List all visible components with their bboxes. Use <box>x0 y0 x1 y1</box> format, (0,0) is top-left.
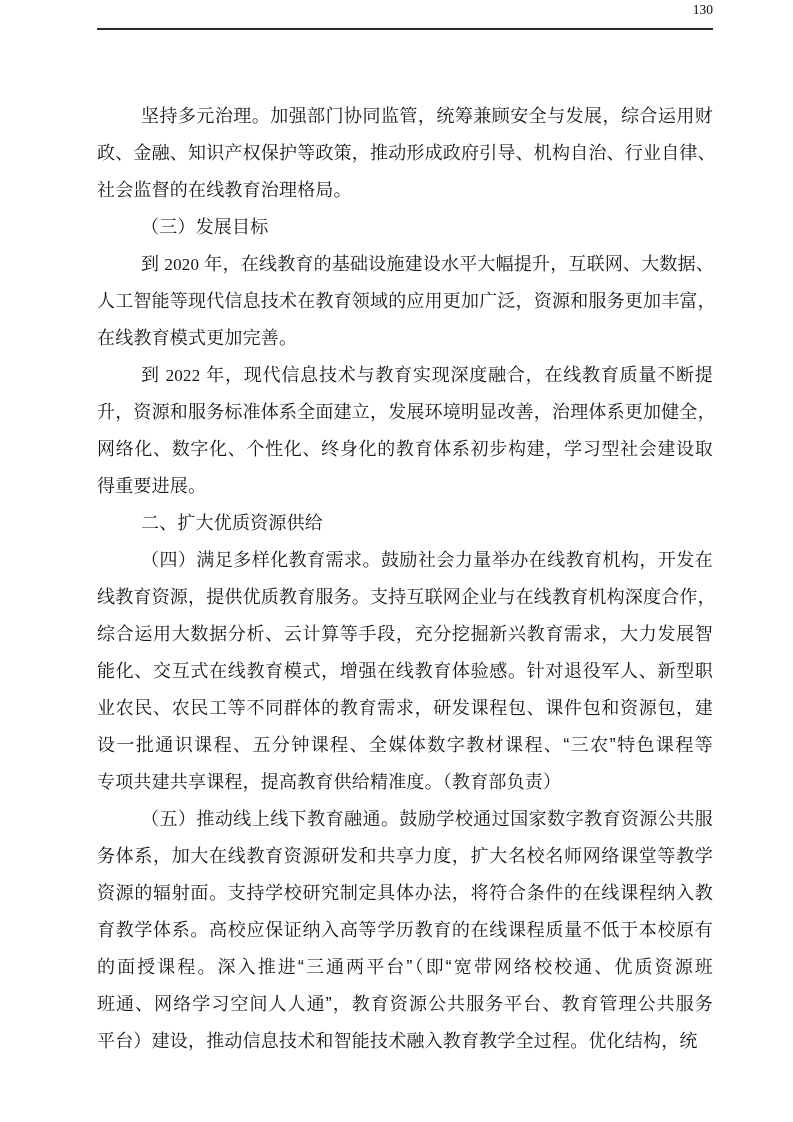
text-line: 政、金融、知识产权保护等政策，推动形成政府引导、机构自治、行业自律、 <box>97 143 716 163</box>
page-number: 130 <box>692 2 713 17</box>
text-line: 资源的辐射面。支持学校研究制定具体办法，将符合条件的在线课程纳入教 <box>97 883 713 903</box>
text-line: 育教学体系。高校应保证纳入高等学历教育的在线课程质量不低于本校原有 <box>97 920 713 940</box>
text-line: （三）发展目标 <box>141 217 269 237</box>
text-line: 在线教育模式更加完善。 <box>97 328 298 348</box>
text-line: 线教育资源，提供优质教育服务。支持互联网企业与在线教育机构深度合作， <box>97 587 716 607</box>
header-rule <box>97 28 713 30</box>
document-body <box>97 98 716 1060</box>
text-line: 到 2022 年，现代信息技术与教育实现深度融合，在线教育质量不断提 <box>141 365 713 385</box>
text-line: 人工智能等现代信息技术在教育领域的应用更加广泛，资源和服务更加丰富， <box>97 291 716 311</box>
text-line: 设一批通识课程、五分钟课程、全媒体数字教材课程、“三农”特色课程等 <box>97 735 713 755</box>
text-line: （四）满足多样化教育需求。鼓励社会力量举办在线教育机构，开发在 <box>141 550 713 570</box>
text-line: 到 2020 年，在线教育的基础设施建设水平大幅提升，互联网、大数据、 <box>141 254 715 274</box>
text-line: 的面授课程。深入推进“三通两平台”（即“宽带网络校校通、优质资源班 <box>97 957 713 977</box>
text-line: 务体系，加大在线教育资源研发和共享力度，扩大名校名师网络课堂等教学 <box>97 846 713 866</box>
text-line: （五）推动线上线下教育融通。鼓励学校通过国家数字教育资源公共服 <box>141 809 713 829</box>
text-line: 得重要进展。 <box>97 476 207 496</box>
text-line: 能化、交互式在线教育模式，增强在线教育体验感。针对退役军人、新型职 <box>97 661 713 681</box>
text-line: 综合运用大数据分析、云计算等手段，充分挖掘新兴教育需求，大力发展智 <box>97 624 713 644</box>
text-line: 专项共建共享课程，提高教育供给精准度。（教育部负责） <box>97 772 562 792</box>
text-line: 业农民、农民工等不同群体的教育需求，研发课程包、课件包和资源包，建 <box>97 698 713 718</box>
text-line: 二、扩大优质资源供给 <box>141 513 323 533</box>
text-line: 班通、网络学习空间人人通”，教育资源公共服务平台、教育管理公共服务 <box>97 994 713 1014</box>
page-content <box>97 0 716 1060</box>
text-line: 坚持多元治理。加强部门协同监管，统筹兼顾安全与发展，综合运用财 <box>141 106 713 126</box>
text-line: 社会监督的在线教育治理格局。 <box>97 180 352 200</box>
page-header <box>97 0 713 17</box>
numeral: 2020 <box>164 255 200 274</box>
text-line: 升，资源和服务标准体系全面建立，发展环境明显改善，治理体系更加健全， <box>97 402 716 422</box>
text-line: 网络化、数字化、个性化、终身化的教育体系初步构建，学习型社会建设取 <box>97 439 713 459</box>
text-line: 平台）建设，推动信息技术和智能技术融入教育教学全过程。优化结构，统 <box>97 1031 698 1051</box>
numeral: 2022 <box>165 366 201 385</box>
